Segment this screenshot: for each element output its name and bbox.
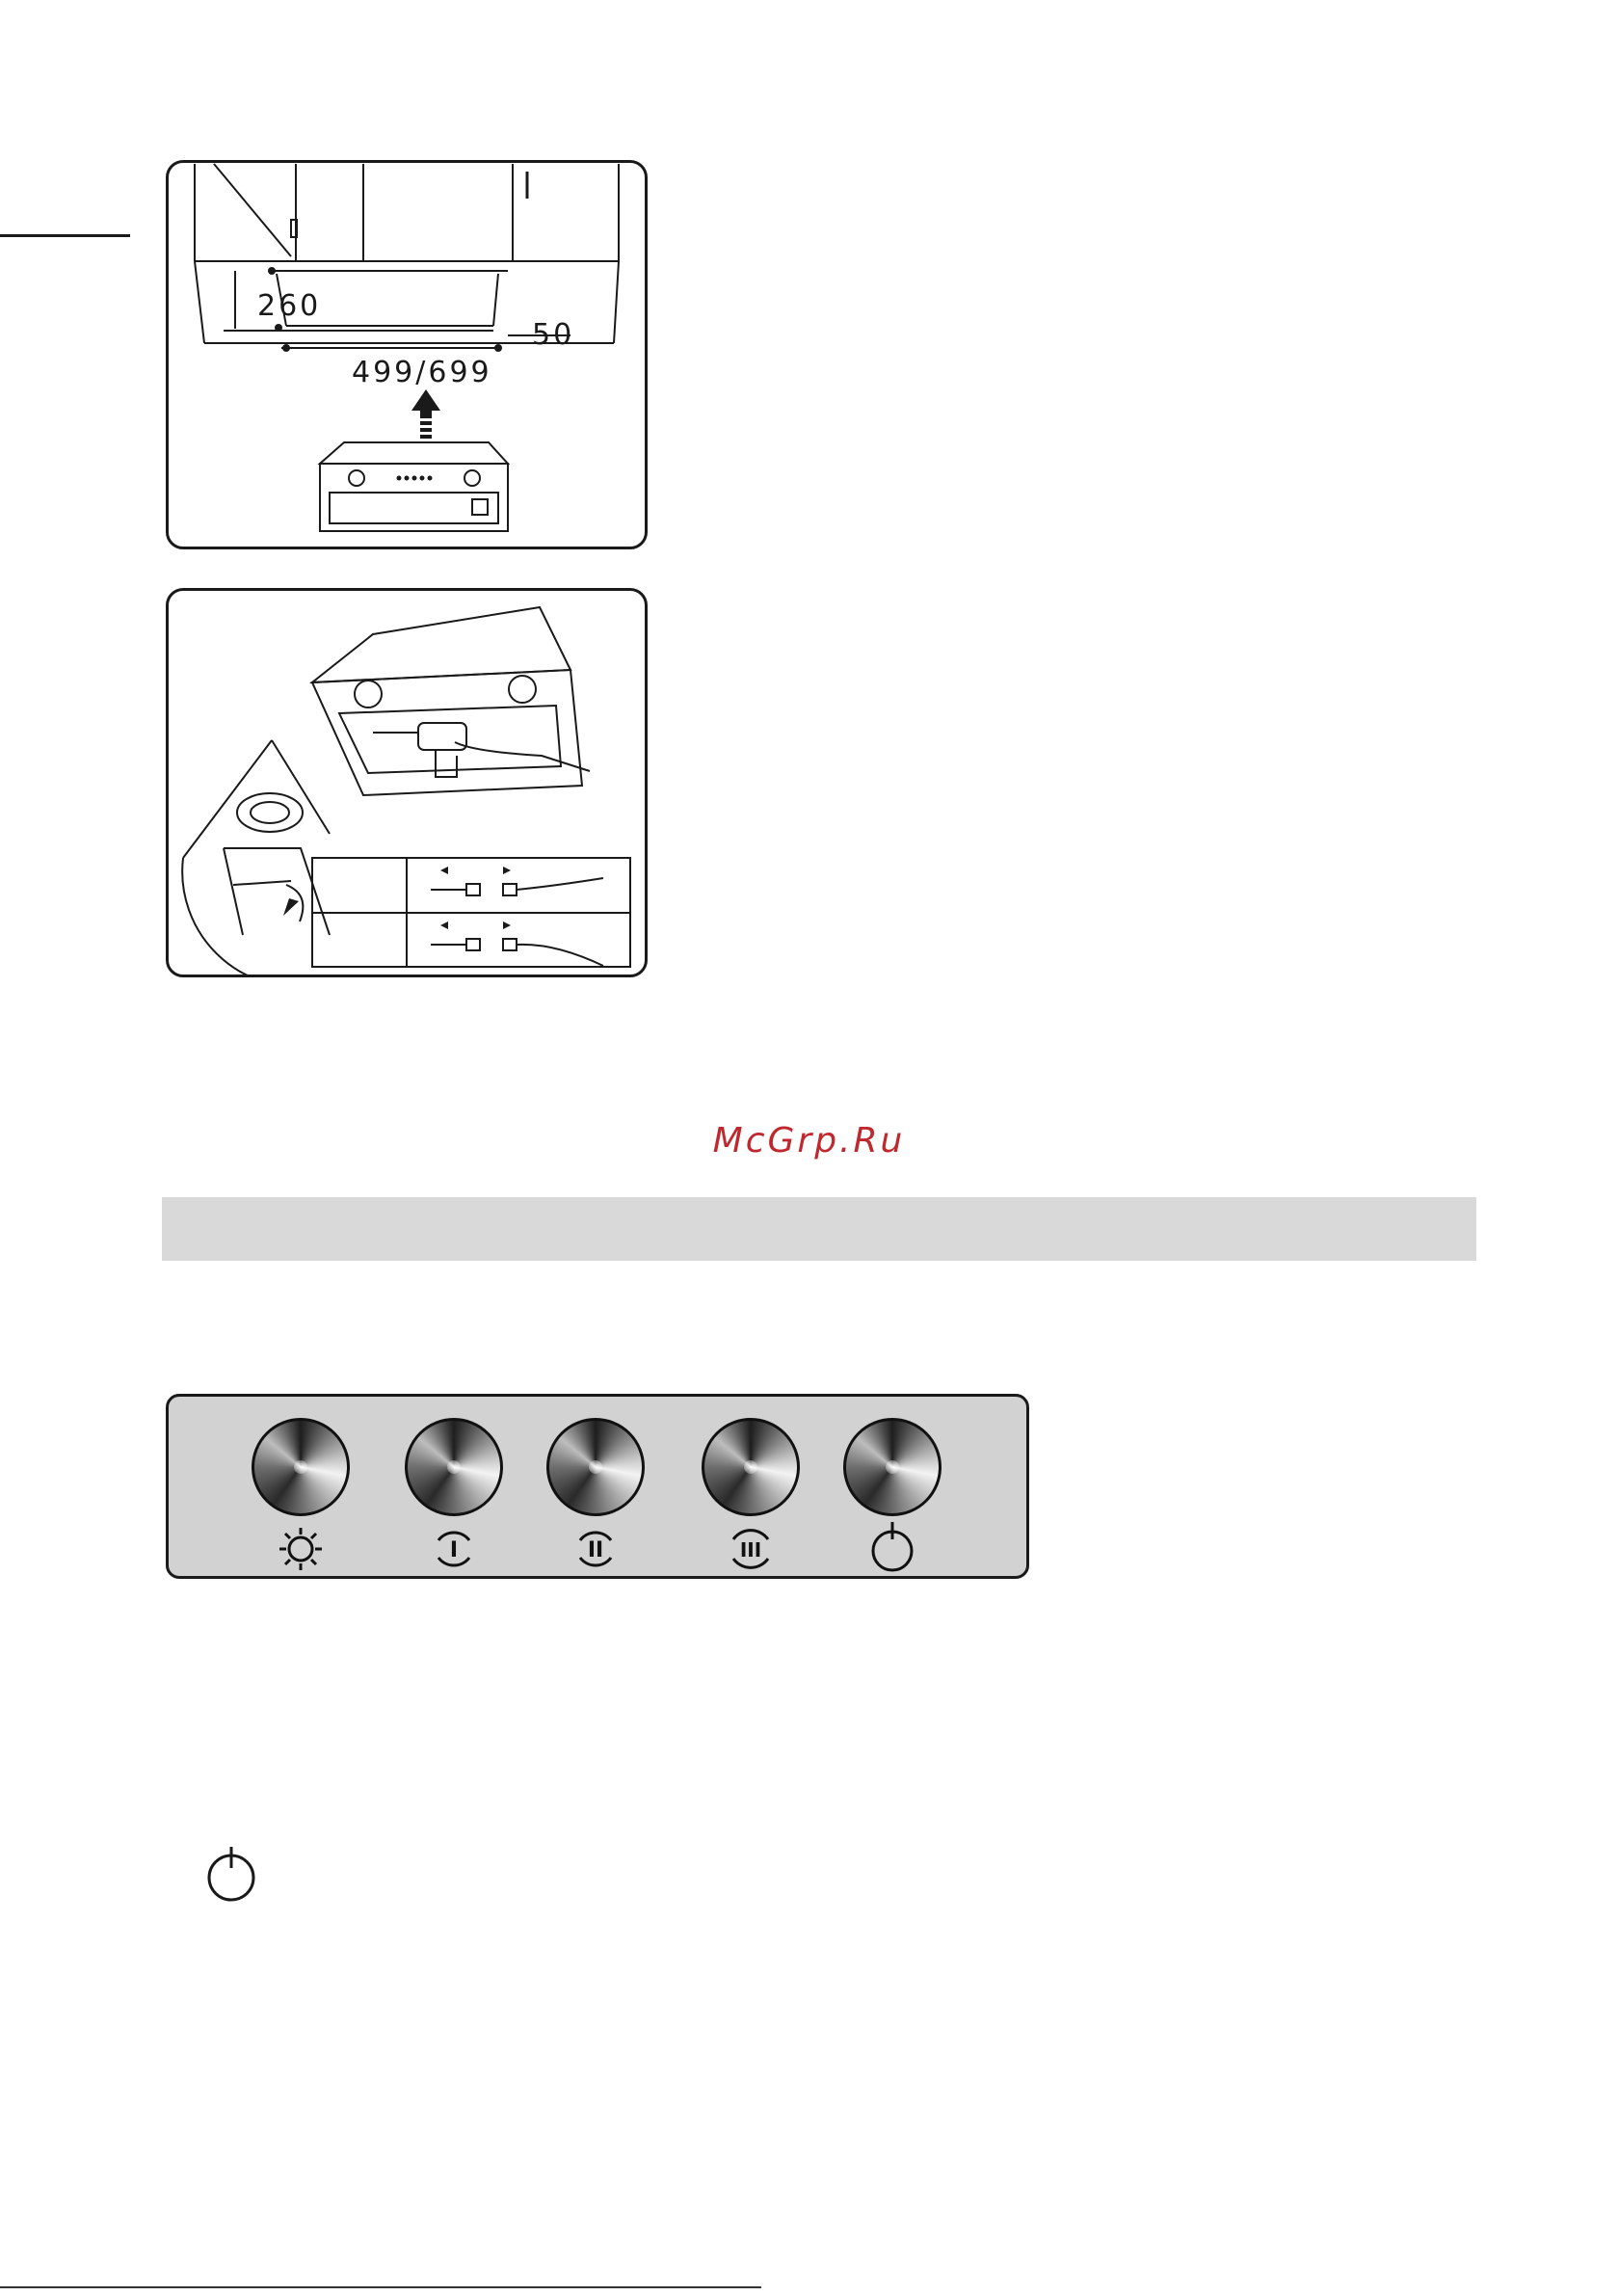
dimension-height: 260 xyxy=(257,289,322,323)
power-icon xyxy=(869,1526,915,1572)
installation-figure xyxy=(166,160,648,549)
footer-rule xyxy=(0,2286,761,2288)
margin-tab-line xyxy=(0,234,130,237)
speed-2-numeral: II xyxy=(587,1538,604,1562)
dimension-gap: 50 xyxy=(532,318,575,352)
connection-figure xyxy=(166,588,648,977)
speed-3-numeral: III xyxy=(739,1538,762,1562)
dimension-width: 499/699 xyxy=(352,356,492,389)
speed-1-numeral: I xyxy=(449,1538,459,1562)
speed-2-button[interactable] xyxy=(546,1418,645,1516)
connection-drawing xyxy=(166,588,648,977)
cabinet-drawing xyxy=(166,160,648,549)
control-panel xyxy=(166,1394,1029,1579)
speed-2-icon xyxy=(572,1526,619,1572)
speed-1-icon xyxy=(431,1526,477,1572)
speed-3-button[interactable] xyxy=(702,1418,800,1516)
speed-3-icon xyxy=(728,1526,774,1572)
light-button[interactable] xyxy=(252,1418,350,1516)
speed-1-button[interactable] xyxy=(405,1418,503,1516)
sun-icon xyxy=(278,1526,324,1572)
power-button[interactable] xyxy=(843,1418,942,1516)
legend-power-icon xyxy=(204,1845,258,1903)
watermark-text: McGrp.Ru xyxy=(712,1121,906,1161)
section-header-bar xyxy=(162,1197,1476,1261)
